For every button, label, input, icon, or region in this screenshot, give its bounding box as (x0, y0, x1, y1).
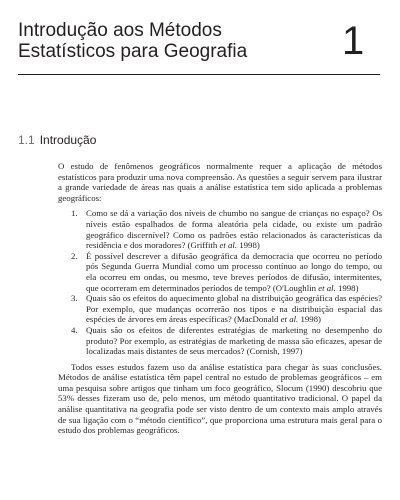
list-item-italic: et al. (280, 314, 299, 325)
list-item-text-main: Quais são os efeitos de diferentes estratégias de marketing no desempenho do produto? Por exemplo, as estratégias de marketing de massa são eficazes, apesar de localizadas mais distantes de seus mercados? (Cornish, 1997) (86, 324, 382, 357)
section-number: 1.1 (18, 133, 35, 147)
list-item (58, 251, 382, 293)
list-item-italic: et al. (318, 282, 336, 293)
list-item (58, 325, 382, 357)
section-heading (18, 133, 96, 147)
list-item-text (86, 208, 382, 250)
list-item-text-main: Como se dá a variação dos níveis de chumbo no sangue de crianças no espaço? Os níveis estão espalhados de forma aleatória pela cidade, ou existe um padrão geográfico discernível? Como os padrões estão relacionados às características da residência e dos moradores? (Griffith (86, 208, 382, 251)
list-item-text-tail: 1998) (335, 282, 359, 293)
list-item-text (86, 293, 382, 325)
list-item-text-tail: 1998) (237, 240, 260, 251)
list-item (58, 293, 382, 325)
question-list (58, 208, 382, 356)
chapter-title-line-2: Estatísticos para Geografia (18, 41, 248, 62)
body-text (58, 161, 382, 436)
list-item-number: 1. (71, 208, 78, 219)
list-item (58, 208, 382, 250)
list-item-italic: et al. (219, 240, 238, 251)
intro-paragraph: O estudo de fenômenos geográficos normalmente requer a aplicação de métodos estatísticos para produzir uma nova compreensão. As questões a seguir servem para ilustrar a grande variedade de áreas nas quais a análise estatística tem sido aplicada a problemas geográficos: (58, 161, 382, 203)
list-item-number: 4. (71, 324, 78, 335)
list-item-text-main: É possível descrever a difusão geográfica da democracia que ocorreu no período pós Segunda Guerra Mundial como um processo contínuo ao longo do tempo, ou ela ocorreu em ondas, ou mesmo, teve breves períodos de difusão, intermitentes, que ocorreram em determinados períodos de tempo? (O'Loughlin (86, 250, 382, 293)
list-item-text (86, 251, 382, 293)
list-item-text-main: Quais são os efeitos do aquecimento global na distribuição geográfica das espécies? Por exemplo, que mudanças ocorrerão nos tipos e na distribuição espacial das espécies de árvores em áreas específicas? (MacDonald (86, 293, 382, 325)
chapter-title (18, 20, 318, 62)
list-item-number: 2. (71, 250, 78, 261)
list-item-number: 3. (71, 293, 78, 304)
closing-paragraph: Todos esses estudos fazem uso da análise estatística para chegar às suas conclusões. Métodos de análise estatística têm papel central no estudo de problemas geográficos – em uma pesquisa sobre artigos que tinham um foco geográfico, Slocum (1990) descobriu que 53% desses fizeram uso de, pelo menos, um método quantitativo tradicional. O papel da análise quantitativa na geografia pode ser visto dentro de um contexto mais amplo através de sua ligação com o “método científico”, que proporciona uma estrutura mais geral para o estudo dos problemas geográficos. (58, 361, 382, 436)
chapter-number: 1 (342, 19, 365, 63)
chapter-divider (18, 74, 380, 75)
section-title: Introdução (39, 133, 97, 147)
list-item-text-tail: 1998) (298, 314, 321, 325)
list-item-text (86, 325, 382, 357)
chapter-title-line-1: Introdução aos Métodos (18, 20, 222, 41)
